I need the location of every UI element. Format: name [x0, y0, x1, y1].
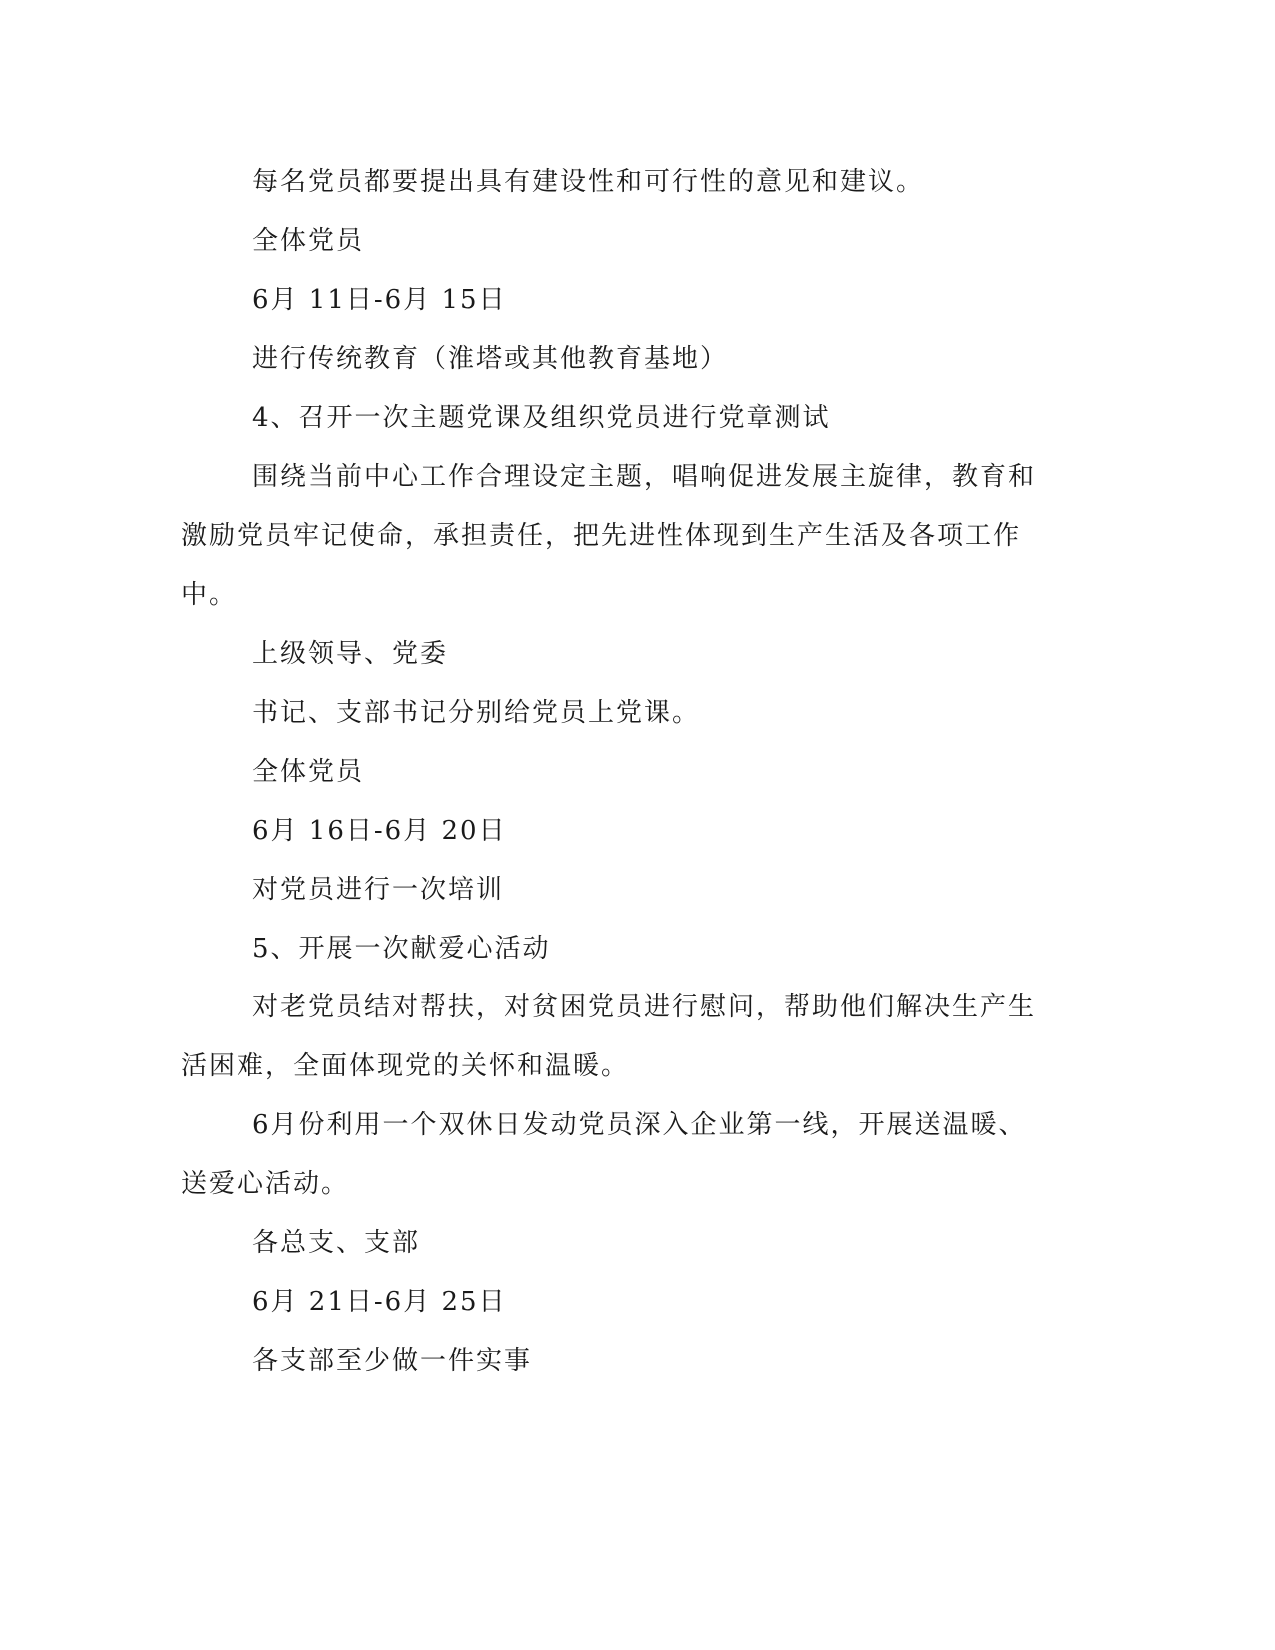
paragraph-line: 对老党员结对帮扶，对贫困党员进行慰问，帮助他们解决生产生 — [252, 992, 1037, 1022]
date-line: 6月 11日-6月 15日 — [252, 285, 507, 315]
paragraph-line: 激励党员牢记使命，承担责任，把先进性体现到生产生活及各项工作 — [181, 521, 1022, 551]
paragraph-line: 书记、支部书记分别给党员上党课。 — [252, 698, 701, 728]
paragraph-line: 进行传统教育（淮塔或其他教育基地） — [252, 344, 729, 374]
paragraph-line: 全体党员 — [252, 226, 365, 256]
paragraph-line: 6月份利用一个双休日发动党员深入企业第一线，开展送温暖、 — [252, 1110, 1027, 1140]
paragraph-line: 围绕当前中心工作合理设定主题，唱响促进发展主旋律，教育和 — [252, 462, 1037, 492]
paragraph-line: 每名党员都要提出具有建设性和可行性的意见和建议。 — [252, 167, 925, 197]
paragraph-line: 活困难，全面体现党的关怀和温暖。 — [181, 1051, 630, 1081]
paragraph-line: 全体党员 — [252, 757, 365, 787]
paragraph-line: 各总支、支部 — [252, 1228, 421, 1258]
date-line: 6月 16日-6月 20日 — [252, 816, 507, 846]
paragraph-line: 送爱心活动。 — [181, 1169, 350, 1199]
date-line: 6月 21日-6月 25日 — [252, 1287, 507, 1317]
paragraph-line: 上级领导、党委 — [252, 639, 449, 669]
section-heading: 5、开展一次献爱心活动 — [252, 934, 551, 964]
paragraph-line: 各支部至少做一件实事 — [252, 1346, 533, 1376]
paragraph-line: 中。 — [181, 580, 238, 610]
paragraph-line: 对党员进行一次培训 — [252, 875, 505, 905]
section-heading: 4、召开一次主题党课及组织党员进行党章测试 — [252, 403, 831, 433]
